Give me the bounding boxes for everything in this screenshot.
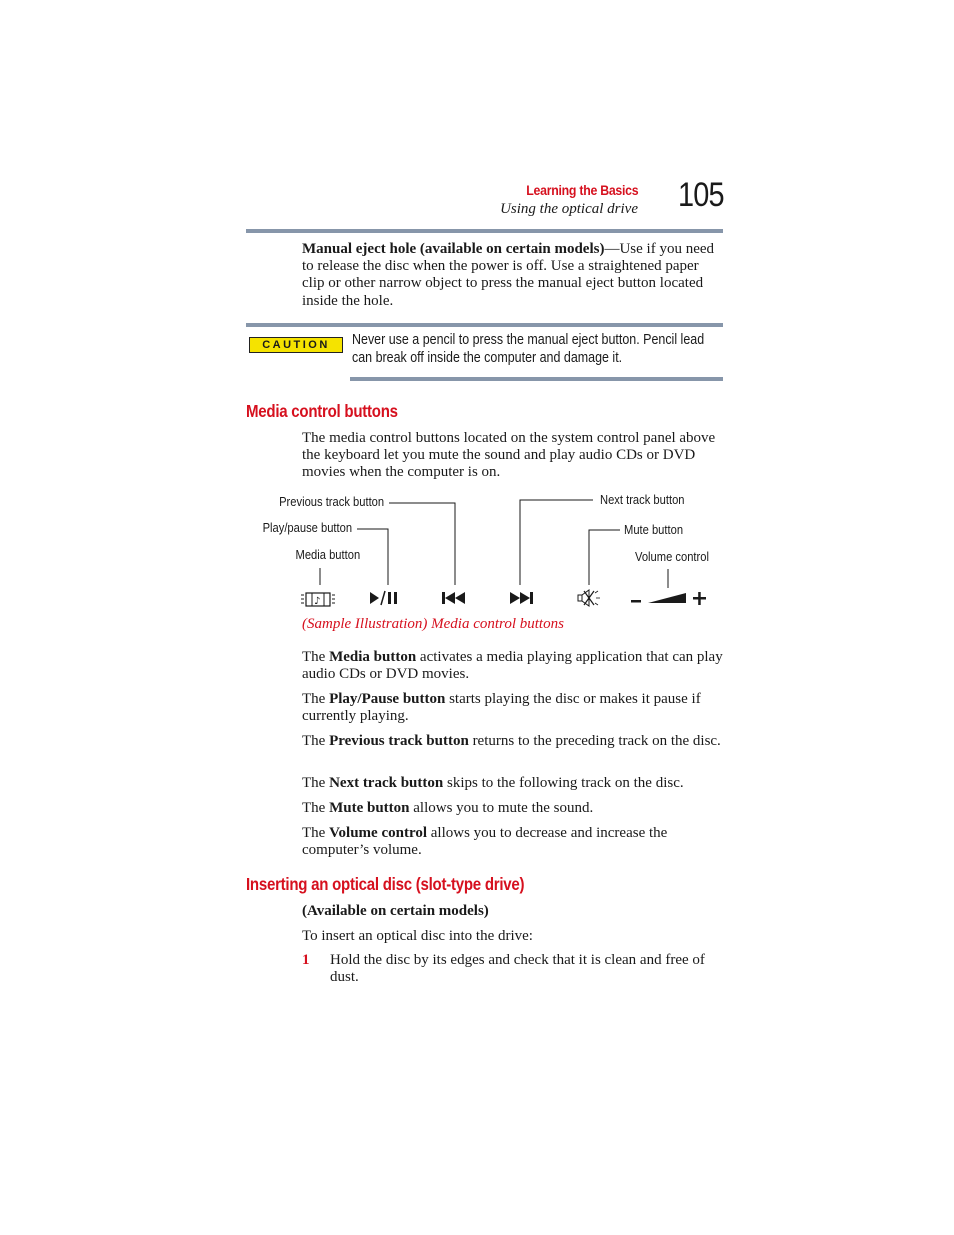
next-track-icon	[510, 592, 533, 604]
desc-pre: The	[302, 733, 330, 749]
label-play-pause: Play/pause button	[262, 520, 352, 535]
eject-description: —Use if you need to release the disc when the power is off. Use a straightened paper clip or other narrow object to press the manual eject button located inside the hole.	[302, 241, 715, 309]
previous-track-icon	[442, 592, 465, 604]
desc-term: Media button	[329, 649, 417, 665]
desc-pre: The	[302, 825, 330, 841]
desc-next-track-button	[302, 775, 724, 792]
desc-previous-track-button	[302, 733, 724, 750]
desc-media-button	[302, 649, 724, 683]
desc-volume-control	[302, 825, 724, 859]
desc-term: Play/Pause button	[329, 691, 446, 707]
running-header-section: Using the optical drive	[500, 201, 638, 217]
desc-post: allows you to mute the sound.	[409, 800, 594, 816]
media-icon	[301, 593, 335, 607]
label-next-track: Next track button	[600, 492, 685, 507]
eject-term: Manual eject hole (available on certain models)	[302, 241, 605, 257]
desc-pre: The	[302, 800, 330, 816]
desc-term: Volume control	[329, 825, 427, 841]
insert-intro: To insert an optical disc into the drive:	[302, 928, 533, 944]
step-number: 1	[302, 952, 310, 968]
running-header-chapter: Learning the Basics	[525, 182, 638, 198]
step-text: Hold the disc by its edges and check that it is clean and free of dust.	[330, 952, 705, 986]
caution-badge: CAUTION	[249, 337, 343, 353]
desc-post: returns to the preceding track on the disc.	[468, 733, 721, 749]
desc-post: allows you to decrease and increase the computer’s volume.	[302, 825, 668, 859]
desc-post: skips to the following track on the disc.	[443, 775, 684, 791]
volume-ramp-icon	[648, 593, 686, 603]
volume-plus-icon	[693, 592, 706, 605]
label-mute: Mute button	[624, 522, 684, 537]
label-previous-track: Previous track button	[278, 494, 384, 509]
desc-pre: The	[302, 649, 330, 665]
media-intro: The media control buttons located on the system control panel above the keyboard let you mute the sound and play audio CDs or DVD movies when the computer is on.	[302, 430, 716, 481]
page-number: 105	[678, 176, 724, 214]
figure-caption: (Sample Illustration) Media control buttons	[302, 616, 564, 632]
insert-section-heading: Inserting an optical disc (slot-type drive)	[246, 874, 525, 894]
desc-term: Previous track button	[329, 733, 469, 749]
desc-post: activates a media playing application that can play audio CDs or DVD movies.	[302, 649, 723, 683]
play-pause-icon	[370, 591, 397, 605]
svg-text:♪: ♪	[314, 596, 321, 607]
desc-post: starts playing the disc or makes it pause if currently playing.	[302, 691, 701, 725]
mute-icon	[578, 590, 600, 606]
desc-play-pause-button	[302, 691, 724, 725]
desc-term: Mute button	[329, 800, 410, 816]
label-volume: Volume control	[635, 549, 709, 564]
callout-lines	[320, 500, 668, 588]
volume-minus-icon	[631, 600, 641, 603]
desc-pre: The	[302, 691, 330, 707]
availability-note: (Available on certain models)	[302, 903, 489, 919]
desc-mute-button	[302, 800, 724, 817]
desc-term: Next track button	[329, 775, 444, 791]
desc-pre: The	[302, 775, 330, 791]
caution-text: Never use a pencil to press the manual eject button. Pencil lead can break off inside the computer and damage it.	[352, 332, 705, 366]
media-section-heading: Media control buttons	[246, 401, 398, 421]
label-media: Media button	[295, 547, 360, 562]
